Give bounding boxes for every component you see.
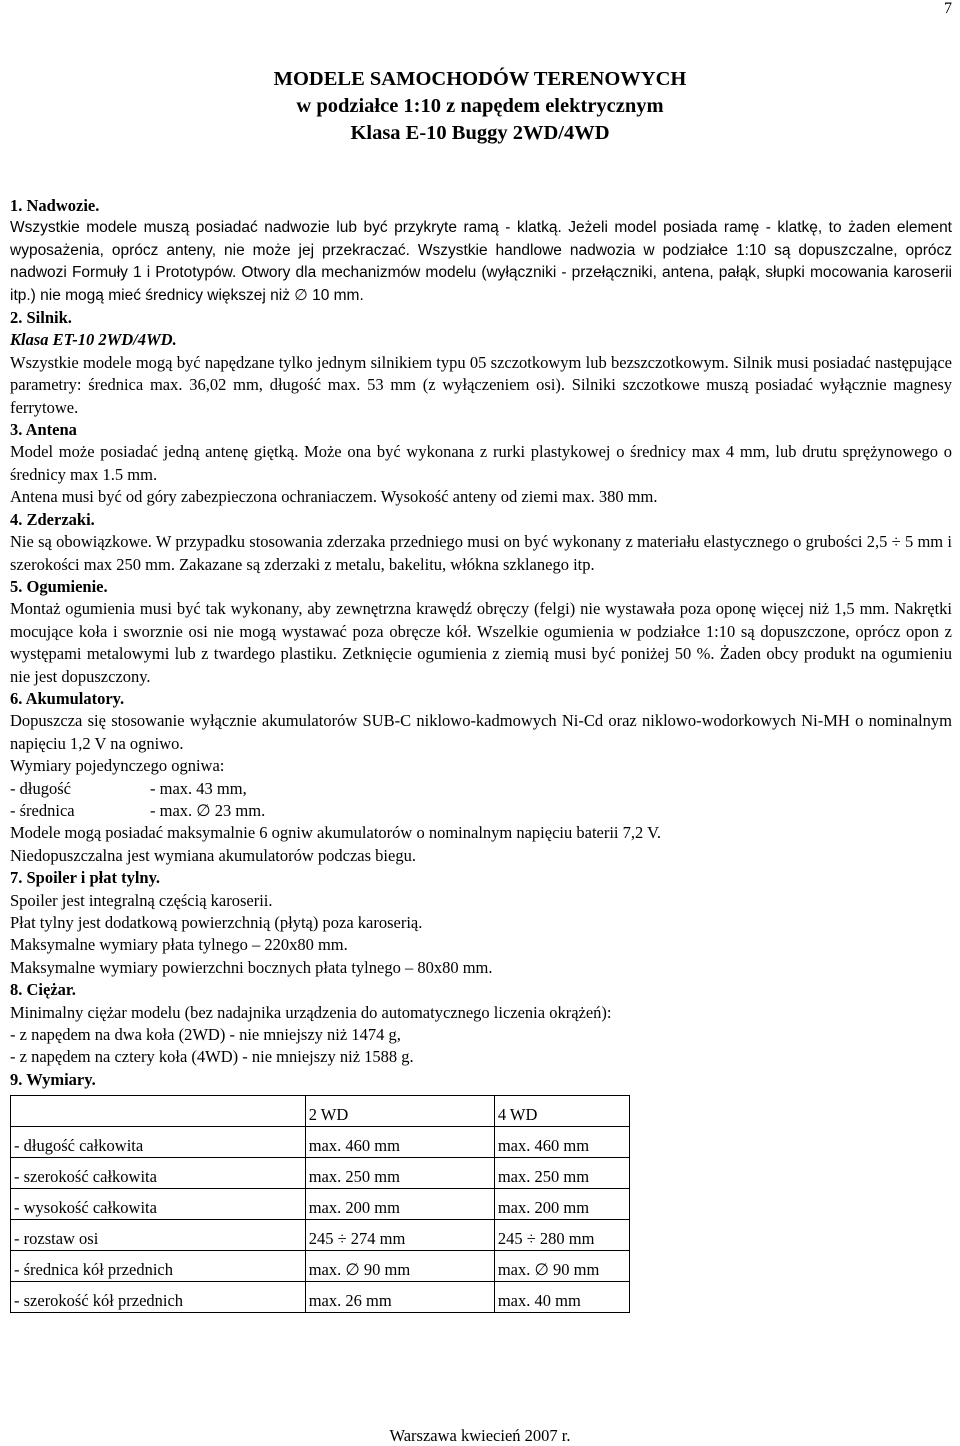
table-cell: max. 40 mm [494,1282,629,1313]
title-line-1: MODELE SAMOCHODÓW TERENOWYCH [273,68,687,90]
table-header-cell: 4 WD [494,1096,629,1127]
table-row [11,1127,630,1158]
section-9-heading: 9. Wymiary. [10,1069,96,1089]
section-1-heading: 1. Nadwozie. [10,196,100,215]
table-row [11,1251,630,1282]
table-cell: - długość całkowita [11,1127,306,1158]
table-cell: - wysokość całkowita [11,1189,306,1220]
section-2-heading: 2. Silnik. [10,308,72,328]
table-cell: max. 200 mm [494,1189,629,1220]
section-3-text-2: Antena musi być od góry zabezpieczona ochraniaczem. Wysokość anteny od ziemi max. 380 mm. [10,487,658,507]
section-7-line: Maksymalne wymiary powierzchni bocznych płata tylnego – 80x80 mm. [10,957,493,977]
dimensions-table [10,1095,630,1313]
table-header-row [11,1096,630,1127]
table-cell: 245 ÷ 280 mm [494,1220,629,1251]
table-row [11,1158,630,1189]
section-1-text: Wszystkie modele muszą posiadać nadwozie lub być przykryte ramą - klatką. Jeżeli model posiada ramę - klatkę, to żaden element wyposażenia, oprócz anteny, nie może jej przekraczać. Wszystkie handlowe nadwozia w podziałce 1:10 są dopuszczalne, oprócz nadwozi Formuły 1 i Prototypów. Otwory dla mechanizmów modelu (wyłączniki - przełączniki, antena, pałąk, słupki mocowania karoserii itp.) nie mogą mieć średnicy większej niż ∅ 10 mm. [10,219,952,304]
document-title [0,66,960,147]
table-cell: max. 250 mm [494,1158,629,1189]
table-row [11,1282,630,1313]
section-8-line: - z napędem na dwa koła (2WD) - nie mniejszy niż 1474 g, [10,1025,401,1045]
table-cell: max. ∅ 90 mm [305,1251,494,1282]
section-3-text: Model może posiadać jedną antenę giętką. Może ona być wykonana z rurki plastykowej o średnicy max 4 mm, lub drutu sprężynowego o średnicy max 1.5 mm. [10,442,952,484]
table-cell: max. 460 mm [305,1127,494,1158]
table-header-cell [11,1096,306,1127]
section-8-line: - z napędem na cztery koła (4WD) - nie mniejszy niż 1588 g. [10,1047,414,1067]
title-line-2: w podziałce 1:10 z napędem elektrycznym [296,95,664,117]
section-6-heading: 6. Akumulatory. [10,688,125,708]
table-header-cell: 2 WD [305,1096,494,1127]
table-cell: - średnica kół przednich [11,1251,306,1282]
table-cell: - rozstaw osi [11,1220,306,1251]
section-4-heading: 4. Zderzaki. [10,509,95,529]
section-7-heading: 7. Spoiler i płat tylny. [10,868,161,888]
dimension-label: - średnica [10,800,75,820]
section-2-subheading: Klasa ET-10 2WD/4WD. [10,330,177,350]
section-2-text: Wszystkie modele mogą być napędzane tylko jednym silnikiem typu 05 szczotkowym lub bezszczotkowym. Silnik musi posiadać następujące parametry: średnica max. 36,02 mm, długość max. 53 mm (z wyłączeniem osi). Silniki szczotkowe muszą posiadać wyłącznie magnesy ferrytowe. [10,352,952,417]
table-cell: - szerokość kół przednich [11,1282,306,1313]
section-6-text-3: Modele mogą posiadać maksymalnie 6 ogniw akumulatorów o nominalnym napięciu baterii 7,2 V. [10,823,662,843]
section-3-heading: 3. Antena [10,420,77,440]
table-cell: max. 460 mm [494,1127,629,1158]
section-6-text: Dopuszcza się stosowanie wyłącznie akumulatorów SUB-C niklowo-kadmowych Ni-Cd oraz niklowo-wodorkowych Ni-MH o nominalnym napięciu 1,2 V na ogniwo. [10,711,952,753]
section-7-line: Płat tylny jest dodatkową powierzchnią (płytą) poza karoserią. [10,913,423,932]
table-cell: - szerokość całkowita [11,1158,306,1189]
section-8-heading: 8. Ciężar. [10,980,76,1000]
section-4-text: Nie są obowiązkowe. W przypadku stosowania zderzaka przedniego musi on być wykonany z materiału elastycznego o grubości 2,5 ÷ 5 mm i szerokości max 250 mm. Zakazane są zderzaki z metalu, bakelitu, włókna szklanego itp. [10,532,952,574]
page-number: 7 [944,0,952,17]
table-cell: max. 26 mm [305,1282,494,1313]
section-8-line: Minimalny ciężar modelu (bez nadajnika urządzenia do automatycznego liczenia okrążeń): [10,1002,612,1022]
section-5-heading: 5. Ogumienie. [10,576,108,596]
dimension-value: - max. 43 mm, [150,778,247,798]
table-cell: max. 200 mm [305,1189,494,1220]
dimension-value: - max. ∅ 23 mm. [150,800,266,820]
section-7-line: Spoiler jest integralną częścią karoserii. [10,890,273,910]
section-5-text: Montaż ogumienia musi być tak wykonany, aby zewnętrzna krawędź obręczy (felgi) nie wystawała poza oponę więcej niż 1,5 mm. Nakrętki mocujące koła i sworznie osi nie mogą wystawać poza obręcze kół. Wszelkie ogumienia w podziałce 1:10 są dopuszczone, oprócz opon z występami metalowymi lub z twardego plastiku. Zetknięcie ogumienia z ziemią musi być poniżej 50 %. Żaden obcy produkt na ogumieniu nie jest dopuszczony. [10,599,952,686]
table-cell: 245 ÷ 274 mm [305,1220,494,1251]
title-line-3: Klasa E-10 Buggy 2WD/4WD [350,122,610,144]
table-cell: max. 250 mm [305,1158,494,1189]
table-row [11,1220,630,1251]
section-6-text-2: Wymiary pojedynczego ogniwa: [10,756,225,776]
table-row [11,1189,630,1220]
document-body [10,195,952,1313]
dimension-label: - długość [10,778,71,798]
cell-dimension-diameter [10,800,952,822]
table-cell: max. ∅ 90 mm [494,1251,629,1282]
cell-dimension-length [10,778,952,800]
footer-date: Warszawa kwiecień 2007 r. [389,1426,571,1445]
section-6-text-4: Niedopuszczalna jest wymiana akumulatorów podczas biegu. [10,845,416,865]
section-7-line: Maksymalne wymiary płata tylnego – 220x80 mm. [10,935,348,955]
